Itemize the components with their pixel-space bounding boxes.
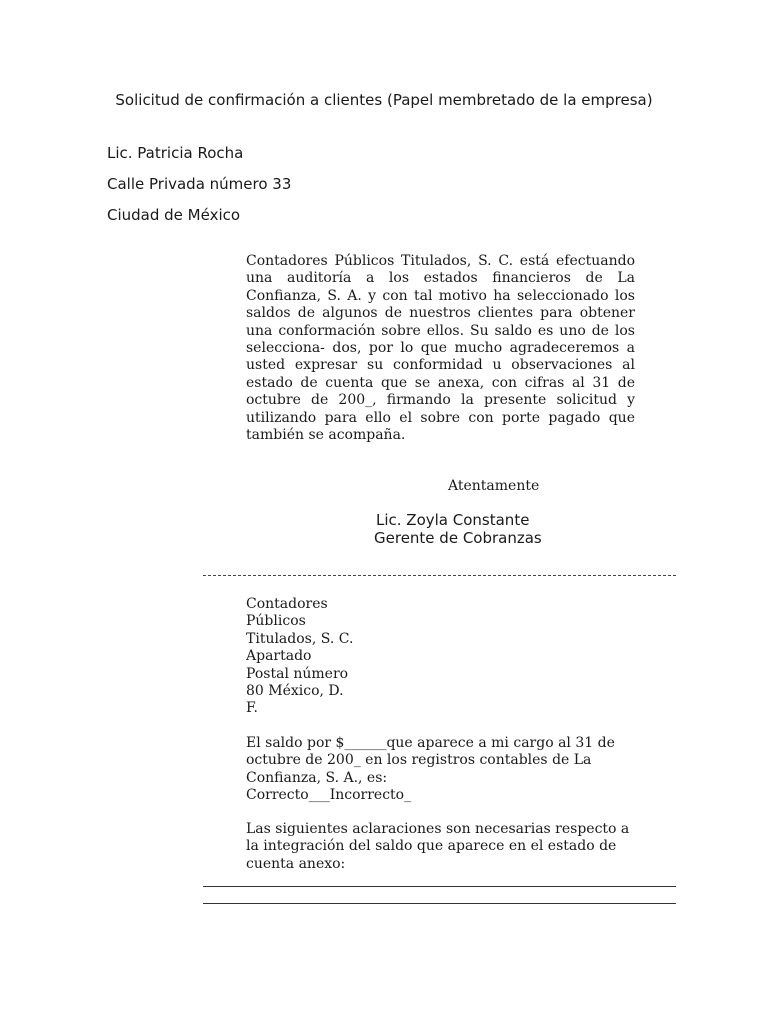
cut-line bbox=[203, 575, 676, 576]
signer-title: Gerente de Cobranzas bbox=[374, 529, 542, 547]
reply-address-line: Apartado bbox=[246, 648, 312, 665]
document-title: Solicitud de confirmación a clientes (Papel membretado de la empresa) bbox=[115, 91, 653, 109]
balance-statement: El saldo por $______que aparece a mi cargo al 31 de octubre de 200_ en los registros contables de La Confianza, S. A., es: bbox=[246, 735, 615, 786]
reply-address bbox=[246, 596, 376, 718]
closing: Atentamente bbox=[448, 478, 540, 494]
signer-name: Lic. Zoyla Constante bbox=[376, 511, 530, 529]
clarifications-text: Las siguientes aclaraciones son necesarias respecto a la integración del saldo que aparece en el estado de cuenta anexo: bbox=[246, 821, 630, 872]
reply-address-line: Titulados, S. C. bbox=[246, 630, 354, 647]
letter-body: Contadores Públicos Titulados, S. C. está efectuando una auditoría a los estados financieros de La Confianza, S. A. y con tal motivo ha seleccionado los saldos de algunos de nuestros clientes para obtener una conformación sobre ellos. Su saldo es uno de los selecciona- dos, por lo que mucho agradeceremos a usted expresar su conformidad u observaciones al estado de cuenta que se anexa, con cifras al 31 de octubre de 200_, firmando la presente solicitud y utilizando para ello el sobre con porte pagado que también se acompaña. bbox=[246, 253, 635, 444]
reply-address-line: Postal número bbox=[246, 665, 349, 682]
answer-line bbox=[203, 886, 676, 887]
reply-address-line: F. bbox=[246, 700, 258, 717]
reply-address-line: 80 México, D. bbox=[246, 683, 344, 700]
reply-address-line: Contadores bbox=[246, 596, 328, 612]
recipient-street: Calle Privada número 33 bbox=[107, 175, 292, 193]
answer-line bbox=[203, 903, 676, 904]
confirmation-options: Correcto___Incorrecto_ bbox=[246, 787, 412, 803]
recipient-name: Lic. Patricia Rocha bbox=[107, 144, 244, 162]
recipient-city: Ciudad de México bbox=[107, 206, 241, 224]
reply-address-line: Públicos bbox=[246, 613, 306, 630]
